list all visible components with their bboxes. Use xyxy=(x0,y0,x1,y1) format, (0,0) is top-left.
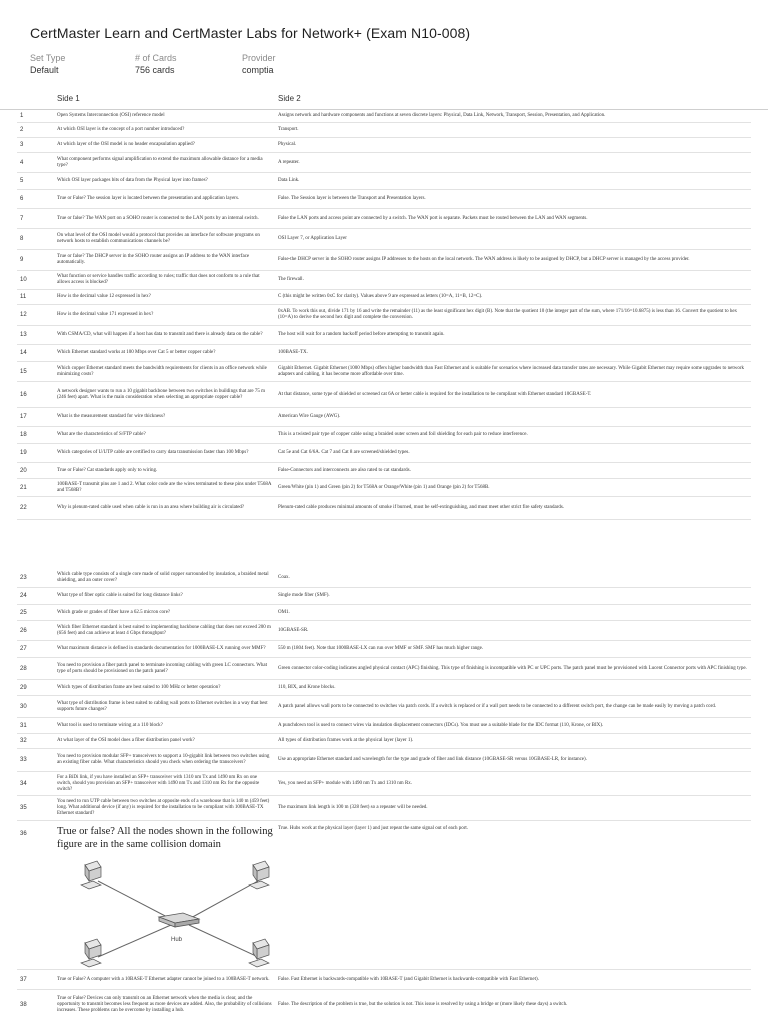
row-number: 27 xyxy=(20,646,27,652)
row-side1: At what layer of the OSI model does a fiber distribution panel work? xyxy=(57,738,195,743)
table-row xyxy=(17,153,751,173)
row-number: 22 xyxy=(20,505,27,511)
row-side1: True or false? The DHCP server in the SOHO router assigns an IP address to the WAN interface automatically. xyxy=(57,254,250,265)
computer-icon xyxy=(249,861,269,889)
table-row xyxy=(17,362,751,382)
row-number: 18 xyxy=(20,432,27,438)
row-side2: 550 m (1804 feet). Note that 1000BASE-LX can run over MMF or SMF. SMF has much higher range. xyxy=(278,646,484,651)
table-row xyxy=(17,463,751,479)
row-side2: 110, BIX, and Krone blocks. xyxy=(278,684,336,690)
column-header-side1: Side 1 xyxy=(57,94,80,103)
row-side1: True or false? The WAN port on a SOHO router is connected to the LAN ports by an internal switch. xyxy=(57,215,259,221)
row-side1: Which Ethernet standard works at 100 Mbps over Cat 5 or better copper cable? xyxy=(57,350,216,355)
table-row xyxy=(17,734,751,749)
row-side1: What type of fiber optic cable is suited for long distance links? xyxy=(57,593,183,598)
table-row xyxy=(17,696,751,718)
table-row xyxy=(17,382,751,408)
row-side2: False-the DHCP server in the SOHO router assigns IP addresses to the hosts on the local network. The WAN address is likely to be assigned by DHCP, but a DHCP server is managed by the access provider. xyxy=(278,257,690,262)
row-side1: Open Systems Interconnection (OSI) reference model xyxy=(57,113,165,118)
row-number: 32 xyxy=(20,738,27,744)
row-number: 34 xyxy=(20,780,27,787)
row-number: 37 xyxy=(20,976,27,983)
table-row xyxy=(17,658,751,680)
row-number: 8 xyxy=(20,236,24,242)
row-number: 11 xyxy=(20,294,27,300)
table-row xyxy=(17,796,751,821)
row-number: 25 xyxy=(20,609,27,616)
row-side2: OSI Layer 7, or Application Layer xyxy=(278,236,347,241)
row-number: 31 xyxy=(20,722,27,729)
row-number: 23 xyxy=(20,574,27,581)
table-row xyxy=(17,821,751,970)
table-row xyxy=(17,209,751,229)
row-number: 26 xyxy=(20,627,27,634)
row-side1: How is the decimal value 12 expressed in hex? xyxy=(57,294,151,299)
row-side1: A network designer wants to run a 10 gigabit backbone between two switches in buildings that are 75 m (246 feet) apart. What is the main consideration when selecting an appropriate copper cable? xyxy=(57,388,266,400)
row-side2: Single mode fiber (SMF). xyxy=(278,593,330,598)
set-type-value: Default xyxy=(30,65,59,75)
row-side1: What are the characteristics of S/FTP cable? xyxy=(57,432,146,437)
row-side2: 0xAB. To work this out, divide 171 by 16 and write the remainder (11) as the least significant hex digit (B). Note that the quotient 10 (the integer part of the sum, where 171/16=10.6875) is less than 16. Convert the quotient to hex (10=A) to derive the second hex digit and complete the conversion. xyxy=(278,309,738,320)
table-row xyxy=(17,271,751,290)
table-row xyxy=(17,588,751,605)
computer-icon xyxy=(249,939,269,967)
row-side2: This is a twisted pair type of copper cable using a braided outer screen and foil shielding for each pair to reduce interference. xyxy=(278,432,528,437)
row-number: 20 xyxy=(20,467,27,474)
set-type-label: Set Type xyxy=(30,53,66,63)
card-count-value: 756 cards xyxy=(135,65,175,75)
table-row xyxy=(17,605,751,621)
row-number: 33 xyxy=(20,757,27,763)
row-side2: All types of distribution frames work at the physical layer (layer 1). xyxy=(278,738,414,743)
row-side2: Data Link. xyxy=(278,178,300,183)
table-row xyxy=(17,621,751,641)
row-number: 15 xyxy=(20,368,27,375)
row-side2: A patch panel allows wall ports to be connected to switches via patch cords. If a switch is replaced or if a wall port needs to be connected to a different switch port, the change can be made easily by moving a patch cord. xyxy=(278,703,717,709)
row-side1: With CSMA/CD, what will happen if a host has data to transmit and there is already data on the cable? xyxy=(57,332,263,337)
row-number: 19 xyxy=(20,450,27,456)
row-side2: Assigns network and hardware components and functions at seven discrete layers: Physical, Data Link, Network, Transport, Session, Presentation, and Application. xyxy=(278,113,606,118)
row-number: 10 xyxy=(20,277,27,283)
row-side2: Cat 5e and Cat 6/6A. Cat 7 and Cat 8 are screened/shielded types. xyxy=(278,450,410,455)
row-side2: The maximum link length is 100 m (328 feet) so a repeater will be needed. xyxy=(278,805,428,810)
row-side1: What component performs signal amplification to extend the maximum allowable distance for a media type? xyxy=(57,156,263,168)
row-side2: At that distance, some type of shielded or screened cat 6A or better cable is required for the installation to be compliant with Ethernet standard 10GBASE-T. xyxy=(278,391,592,397)
card-count-group xyxy=(135,52,177,76)
table-row xyxy=(17,345,751,362)
page-title: CertMaster Learn and CertMaster Labs for Network+ (Exam N10-008) xyxy=(30,25,471,41)
row-side2: Transport. xyxy=(278,127,299,132)
table-row xyxy=(17,427,751,444)
row-side2: The host will wait for a random backoff period before attempting to transmit again. xyxy=(278,332,445,337)
row-number: 29 xyxy=(20,684,27,691)
row-side1: 100BASE-T transmit pins are 1 and 2. What color code are the wires terminated to these pins under T568A and T568B? xyxy=(57,481,272,493)
row-side1: True or False? Cat standards apply only to wiring. xyxy=(57,467,158,473)
table-header xyxy=(0,90,768,110)
row-number: 35 xyxy=(20,805,27,811)
row-side2: Green/White (pin 1) and Green (pin 2) for T568A or Orange/White (pin 1) and Orange (pin 2) for T568B. xyxy=(278,484,490,490)
table-row xyxy=(17,138,751,153)
row-number: 12 xyxy=(20,312,27,318)
row-side2: 100BASE-TX. xyxy=(278,350,308,355)
row-number: 4 xyxy=(20,159,24,166)
row-side1: For a BiDi link, if you have installed an SFP+ transceiver with 1310 nm Tx and 1490 nm Rx on one switch, should you provision an SFP+ transceiver with 1490 nm Tx and 1310 nm Rx for the opposite switch? xyxy=(57,774,260,792)
row-side1: Which categories of U/UTP cable are certified to carry data transmission faster than 100 Mbps? xyxy=(57,450,249,455)
row-side2: C (this might be written 0xC for clarity). Values above 9 are expressed as letters (10=A, 11=B, 12=C). xyxy=(278,294,483,299)
row-side1: What function or service handles traffic according to rules; traffic that does not conform to a rule that allows access is blocked? xyxy=(57,274,260,285)
table-row xyxy=(17,749,751,772)
row-number: 30 xyxy=(20,703,27,710)
table-row xyxy=(17,479,751,497)
row-number: 5 xyxy=(20,178,24,184)
row-side2: Coax. xyxy=(278,574,290,580)
hub-network-diagram xyxy=(63,859,293,979)
row-side1: Which types of distribution frame are best suited to 100 MHz or better operation? xyxy=(57,684,221,690)
row-side1: At which OSI layer is the concept of a port number introduced? xyxy=(57,127,185,132)
row-side2: OM1. xyxy=(278,609,290,615)
row-side2: A punchdown tool is used to connect wires via insulation displacement connectors (IDCs). You must use a suitable blade for the IDC format (110, Krone, or BIX). xyxy=(278,722,604,728)
row-side1: Which grade or grades of fiber have a 62.5 micron core? xyxy=(57,609,171,615)
computer-icon xyxy=(81,861,101,889)
card-count-label: # of Cards xyxy=(135,53,177,63)
row-number: 24 xyxy=(20,593,27,599)
table-row xyxy=(17,190,751,209)
row-number: 14 xyxy=(20,350,27,356)
row-side1: What tool is used to terminate wiring at a 110 block? xyxy=(57,722,163,728)
hub-icon xyxy=(159,913,199,927)
column-header-side2: Side 2 xyxy=(278,94,301,103)
table-row xyxy=(17,718,751,734)
table-row xyxy=(17,305,751,326)
row-side2: Physical. xyxy=(278,142,297,147)
row-side2: The firewall. xyxy=(278,277,304,282)
table-row xyxy=(17,641,751,658)
row-side1: You need to provision a fiber patch panel to terminate incoming cabling with green LC connectors. What type of ports should be provisioned on the patch panel? xyxy=(57,662,268,674)
row-side2: Plenum-rated cable produces minimal amounts of smoke if burned, must be self-extinguishing, and must meet other strict fire safety standards. xyxy=(278,505,565,510)
row-side2: False. Fast Ethernet is backwards-compatible with 10BASE-T (and Gigabit Ethernet is backwards-compatible with Fast Ethernet). xyxy=(278,976,539,982)
row-side1: Which fiber Ethernet standard is best suited to implementing backbone cabling that does not exceed 200 m (656 feet) and can achieve at least 4 Gbps throughput? xyxy=(57,624,271,636)
table-row xyxy=(17,568,751,588)
row-number: 6 xyxy=(20,196,24,202)
row-side1: On what level of the OSI model would a protocol that provides an interface for software programs on network hosts to establish communications channels be? xyxy=(57,233,260,244)
row-side1: True or False? The session layer is located between the presentation and application layers. xyxy=(57,196,240,201)
row-number: 17 xyxy=(20,414,27,420)
table-row xyxy=(17,990,751,1020)
table-row xyxy=(17,970,751,990)
row-side2: 10GBASE-SR. xyxy=(278,627,309,633)
row-number: 28 xyxy=(20,665,27,672)
table-row xyxy=(17,444,751,463)
row-side1: You need to run UTP cable between two switches at opposite ends of a warehouse that is 140 m (459 feet) long. What additional device (if any) is required for the installation to be compliant with 100BASE-TX Ethernet standard? xyxy=(57,799,270,816)
row-side1: What type of distribution frame is best suited to cabling wall ports to Ethernet switches in a way that best supports future changes? xyxy=(57,700,268,712)
row-side2: Use an appropriate Ethernet standard and wavelength for the type and grade of fiber and link distance (10GBASE-SR versus 10GBASE-LR, for instance). xyxy=(278,757,587,762)
row-number: 9 xyxy=(20,257,24,263)
computer-icon xyxy=(81,939,101,967)
row-side1: Why is plenum-rated cable used when cable is run in an area where building air is circulated? xyxy=(57,505,245,510)
row-side2: False the LAN ports and access point are connected by a switch. The WAN port is separate. Packets must be routed between the LAN and WAN segments. xyxy=(278,215,588,221)
row-side2: Gigabit Ethernet. Gigabit Ethernet (1000 Mbps) offers higher bandwidth than Fast Ethernet and is suitable for scenarios where increased data transfer rates are necessary. While Gigabit Ethernet may require some upgrades to network adapters and cabling, it has become more affordable over time. xyxy=(278,365,745,377)
row-side1: True or False? Devices can only transmit on an Ethernet network when the media is clear, and the opportunity to transmit becomes less frequent as more devices are added. Also, the probability of collisions increases. These problems can be overcome by installing a hub. xyxy=(57,996,272,1013)
table-row xyxy=(17,326,751,345)
row-side1: You need to provision modular SFP+ transceivers to support a 10-gigabit link between two switches using an existing fiber cable. What characteristics should you check when ordering the transceivers? xyxy=(57,754,270,765)
row-number: 7 xyxy=(20,215,24,222)
row-number: 16 xyxy=(20,391,27,398)
provider-label: Provider xyxy=(242,53,276,63)
row-number: 3 xyxy=(20,142,24,148)
row-side1: What maximum distance is defined in standards documentation for 1000BASE-LX running over MMF? xyxy=(57,646,266,651)
row-number: 13 xyxy=(20,332,27,338)
row-side2: False-Connectors and interconnects are also rated to cat standards. xyxy=(278,467,411,473)
table-row xyxy=(17,408,751,427)
row-side2: True. Hubs work at the physical layer (layer 1) and just repeat the same signal out of each port. xyxy=(278,826,469,831)
row-side1: Which cable type consists of a single core made of solid copper surrounded by insulation, a braided metal shielding, and an outer cover? xyxy=(57,571,269,583)
provider-value: comptia xyxy=(242,65,274,75)
provider-group xyxy=(242,52,276,76)
table-row xyxy=(17,250,751,271)
table-row xyxy=(17,123,751,138)
set-type-group xyxy=(30,52,65,76)
table-row xyxy=(17,680,751,696)
set-metadata xyxy=(30,52,430,78)
row-side1: What is the measurement standard for wire thickness? xyxy=(57,414,166,419)
row-side1: True or False? A computer with a 10BASE-T Ethernet adapter cannot be joined to a 100BASE-T network. xyxy=(57,976,270,982)
table-row xyxy=(17,110,751,123)
hub-label: Hub xyxy=(171,937,183,943)
table-row xyxy=(17,497,751,520)
row-side2: False. The Session layer is between the Transport and Presentation layers. xyxy=(278,196,426,201)
row-side1: How is the decimal value 171 expressed in hex? xyxy=(57,312,154,317)
table-row xyxy=(17,173,751,190)
table-row xyxy=(17,772,751,796)
row-number: 36 xyxy=(20,831,27,837)
row-number: 1 xyxy=(20,113,24,119)
row-number: 21 xyxy=(20,484,27,491)
row-side2: Yes, you need an SFP+ module with 1490 nm Tx and 1310 nm Rx. xyxy=(278,780,413,786)
table-row xyxy=(17,229,751,250)
row-side2: False. The description of the problem is true, but the solution is not. This issue is resolved by using a bridge or (more likely these days) a switch. xyxy=(278,1002,568,1007)
row-side2: A repeater. xyxy=(278,159,300,165)
row-side1: Which copper Ethernet standard meets the bandwidth requirements for clients in an office network while minimizing costs? xyxy=(57,365,267,377)
row-number: 2 xyxy=(20,127,24,133)
table-row xyxy=(17,290,751,305)
row-side2: American Wire Gauge (AWG). xyxy=(278,414,341,419)
row-side1: Which OSI layer packages bits of data from the Physical layer into frames? xyxy=(57,178,208,183)
row-side2: Green connector color-coding indicates angled physical contact (APC) finishing. This type of finishing is incompatible with PC or UPC ports. The patch panel must be provisioned with Lucent Connector ports with APC finishing type. xyxy=(278,665,747,671)
row-side1: At which layer of the OSI model is no header encapsulation applied? xyxy=(57,142,195,147)
row-side1: True or false? All the nodes shown in the following figure are in the same collision domain xyxy=(57,826,273,850)
row-number: 38 xyxy=(20,1002,27,1008)
